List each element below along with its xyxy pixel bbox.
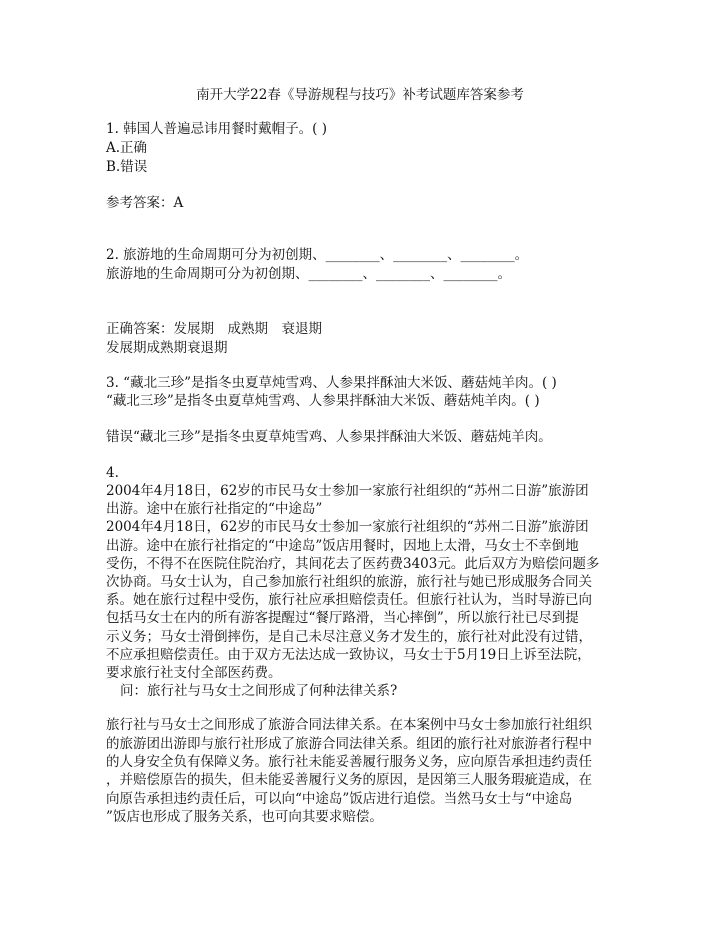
- question-4-line: 受伤，不得不在医院住院治疗，其间花去了医药费3403元。此后双方为赔偿问题多: [106, 556, 600, 572]
- question-1-option-a: A.正确: [106, 140, 148, 156]
- question-4-question: 问：旅行社与马女士之间形成了何种法律关系?: [120, 683, 398, 699]
- question-4-answer-line: ”饭店也形成了服务关系，也可向其要求赔偿。: [106, 809, 383, 825]
- question-4-line: 出游。途中在旅行社指定的“中途岛”饭店用餐时，因地上太滑，马女士不幸倒地: [106, 538, 579, 554]
- question-1-option-b: B.错误: [106, 159, 148, 175]
- page-title: 南开大学22春《导游规程与技巧》补考试题库答案参考: [196, 87, 524, 103]
- question-3-answer: 错误“藏北三珍”是指冬虫夏草炖雪鸡、人参果拌酥油大米饭、蘑菇炖羊肉。: [106, 429, 552, 445]
- question-1-stem: 1. 韩国人普遍忌讳用餐时戴帽子。( ): [106, 121, 327, 137]
- question-4-answer-line: 向原告承担违约责任后，可以向“中途岛”饭店进行追偿。当然马女士与“中途岛: [106, 791, 573, 807]
- question-4-line: 2004年4月18日，62岁的市民马女士参加一家旅行社组织的“苏州二日游”旅游团: [106, 519, 589, 535]
- question-4-line: 要求旅行社支付全部医药费。: [106, 665, 282, 681]
- question-4-number: 4.: [106, 465, 119, 481]
- question-4-line: 包括马女士在内的所有游客提醒过“餐厅路滑，当心摔倒”，所以旅行社已尽到提: [106, 610, 579, 626]
- question-3-restate: “藏北三珍”是指冬虫夏草炖雪鸡、人参果拌酥油大米饭、蘑菇炖羊肉。( ): [106, 393, 540, 409]
- question-2-restate: 旅游地的生命周期可分为初创期、________、________、________。: [106, 266, 511, 282]
- question-4-answer-line: ，并赔偿原告的损失，但未能妥善履行义务的原因，是因第三人服务瑕疵造成，在: [106, 772, 592, 788]
- question-4-line: 示义务；马女士滑倒摔伤，是自己未尽注意义务才发生的，旅行社对此没有过错，: [106, 629, 592, 645]
- question-4-answer-line: 的人身安全负有保障义务。旅行社未能妥善履行服务义务，应向原告承担违约责任: [106, 754, 592, 770]
- question-4-answer-line: 的旅游团出游即与旅行社形成了旅游合同法律关系。组团的旅行社对旅游者行程中: [106, 736, 592, 752]
- question-1-answer: 参考答案：A: [106, 195, 184, 211]
- question-4-answer-line: 旅行社与马女士之间形成了旅游合同法律关系。在本案例中马女士参加旅行社组织: [106, 717, 592, 733]
- question-4-line: 次协商。马女士认为，自己参加旅行社组织的旅游，旅行社与她已形成服务合同关: [106, 574, 592, 590]
- question-4-line: 2004年4月18日，62岁的市民马女士参加一家旅行社组织的“苏州二日游”旅游团: [106, 483, 589, 499]
- question-2-answer: 正确答案：发展期 成熟期 衰退期: [106, 321, 322, 337]
- question-2-answer-plain: 发展期成熟期衰退期: [106, 340, 228, 356]
- question-4-line: 系。她在旅行过程中受伤，旅行社应承担赔偿责任。但旅行社认为，当时导游已向: [106, 592, 592, 608]
- question-2-stem: 2. 旅游地的生命周期可分为初创期、________、________、________。: [106, 247, 529, 263]
- question-4-line: 出游。途中在旅行社指定的“中途岛”: [106, 501, 323, 517]
- question-3-stem: 3. “藏北三珍”是指冬虫夏草炖雪鸡、人参果拌酥油大米饭、蘑菇炖羊肉。( ): [106, 375, 557, 391]
- question-4-line: 不应承担赔偿责任。由于双方无法达成一致协议，马女士于5月19日上诉至法院，: [106, 647, 591, 663]
